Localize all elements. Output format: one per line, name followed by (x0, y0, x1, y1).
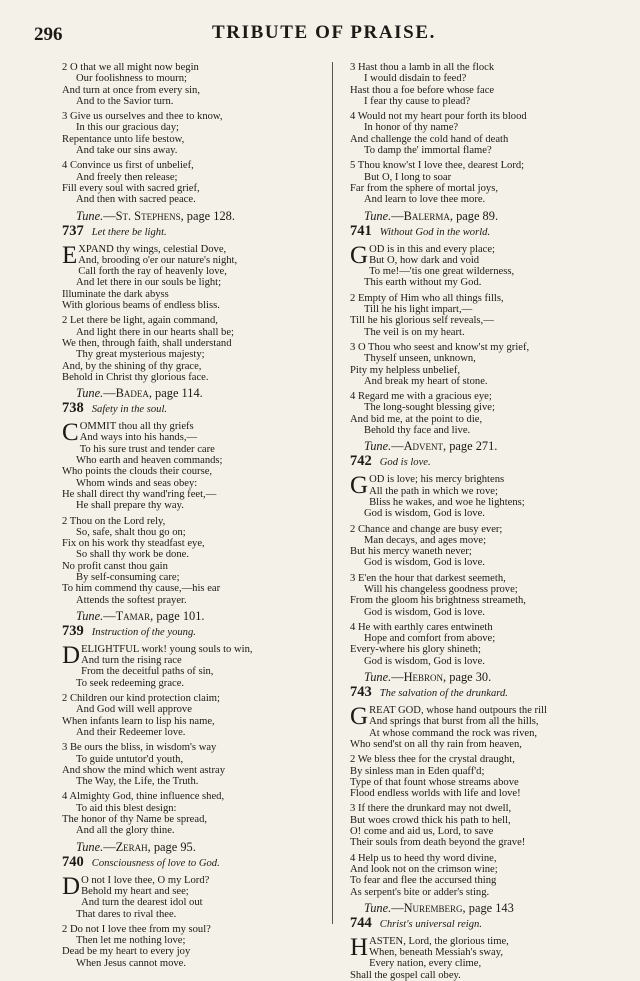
hymn-verse (62, 641, 324, 689)
verse-line: 2 Empty of Him who all things fills, (350, 292, 504, 304)
hymn-header (62, 855, 324, 871)
verse-line: To seek redeeming grace. (76, 677, 185, 689)
tune-name: —Zerah, (103, 839, 151, 854)
tune-label: Tune. (364, 208, 392, 223)
verse-line: 2 O that we all might now begin (62, 62, 199, 73)
verse-line: Bliss he wakes, and woe he lightens; (369, 496, 525, 508)
hymn-verse (62, 872, 324, 920)
verse-line: God is wisdom, God is love. (364, 655, 485, 667)
hymn (62, 224, 324, 384)
verse-line: Type of that fount whose streams above (350, 776, 519, 788)
verse-line: 4 Would not my heart pour forth its blood (350, 111, 527, 123)
verse-line: But his mercy waneth never; (350, 546, 472, 558)
verse-line: 2 Do not I love thee from my soul? (62, 923, 211, 935)
verse-line: Illuminate the dark abyss (62, 288, 169, 300)
verse-line: 3 Give us ourselves and thee to know, (62, 111, 223, 123)
hymn (350, 454, 608, 667)
verse-line: Hast thou a foe before whose face (350, 84, 495, 96)
hymn-subtitle: Instruction of the young. (91, 626, 196, 638)
tune-line (350, 901, 608, 915)
hymn-header (62, 224, 324, 240)
drop-cap: H (350, 933, 369, 961)
tune-page: page 101. (153, 608, 205, 623)
verse-line: God is wisdom, God is love. (364, 508, 485, 520)
verse-line (62, 644, 324, 655)
hymn-verse (62, 516, 324, 606)
verse-line: Call forth the ray of heavenly love, (78, 266, 227, 278)
first-line-rest: is love; his mercy brightens (384, 474, 505, 486)
verse-line: When, beneath Messiah's sway, (369, 947, 503, 959)
hymn-number: 742 (350, 453, 372, 470)
verse-line: Far from the sphere of mortal joys, (350, 182, 498, 194)
verse-line: By sinless man in Eden quaff'd; (350, 765, 485, 777)
verse-line: Fill every soul with sacred grief, (62, 182, 200, 194)
hymn-verse (350, 853, 608, 898)
verse-line: As serpent's bite or adder's sting. (350, 886, 490, 898)
verse-line: And freely then release; (76, 171, 178, 183)
first-line-rest: is in this and every place; (384, 243, 495, 255)
first-word: OD (369, 243, 385, 255)
verse-line: Repentance unto life bestow, (62, 133, 185, 145)
hymn-verse (62, 791, 324, 836)
verse-line: But O, I long to soar (364, 171, 452, 183)
drop-cap: E (62, 241, 78, 269)
hymn-verse (62, 315, 324, 383)
verse-line: 5 Thou know'st I love thee, dearest Lord; (350, 160, 525, 172)
verse-line: All the path in which we rove; (369, 485, 498, 497)
verse-line: To him commend thy cause,—his ear (62, 583, 221, 595)
verse-line: O! come and aid us, Lord, to save (350, 826, 494, 838)
verse-line: 4 He with earthly cares entwineth (350, 621, 493, 633)
verse-line (350, 244, 608, 255)
tune-label: Tune. (76, 208, 104, 223)
hymn (350, 916, 608, 981)
verse-line: Till he his light impart,— (364, 304, 473, 316)
first-line-rest: thy wings, celestial Dove, (113, 243, 227, 255)
verse-line: Fix on his work thy steadfast eye, (62, 538, 205, 550)
tune-page: page 271. (446, 439, 498, 454)
verse-line: Attends the softest prayer. (76, 594, 187, 606)
tune-label: Tune. (76, 386, 104, 401)
verse-line: The long-sought blessing give; (364, 402, 495, 414)
hymn-number: 738 (62, 400, 84, 417)
tune-label: Tune. (364, 670, 392, 685)
first-word: ELIGHTFUL (81, 643, 139, 655)
hymn-header (350, 224, 608, 240)
verse-line: And light there in our hearts shall be; (76, 326, 234, 338)
verse-line: And turn the dearest idol out (81, 897, 203, 909)
verse-line (62, 244, 324, 255)
first-word: O (81, 874, 89, 886)
verse-line: Thy great mysterious majesty; (76, 349, 205, 361)
verse-line: He shall prepare thy way. (76, 500, 184, 512)
verse-line: Pity my helpless unbelief, (350, 364, 461, 376)
tune-line (62, 386, 324, 400)
hymn (62, 855, 324, 969)
verse-line: No profit canst thou gain (62, 560, 168, 572)
verse-line: 4 Help us to heed thy word divine, (350, 852, 497, 864)
hymn (62, 624, 324, 837)
verse-line: So shall thy work be done. (76, 549, 189, 561)
hymn-number: 739 (62, 622, 84, 639)
hymn-verse (350, 573, 608, 618)
verse-line: When infants learn to lisp his name, (62, 715, 215, 727)
verse-line: When Jesus cannot move. (76, 957, 187, 969)
hymn-subtitle: The salvation of the drunkard. (379, 688, 508, 700)
verse-line: And their Redeemer love. (76, 726, 186, 738)
tune-label: Tune. (364, 439, 392, 454)
tune-page: page 30. (446, 670, 492, 685)
tune-line (350, 670, 608, 684)
hymn-verse (62, 742, 324, 787)
hymn-verse (62, 160, 324, 205)
verse-line: Dead be my heart to every joy (62, 946, 191, 958)
verse-line: And turn at once from every sin, (62, 84, 200, 96)
verse-line: 3 O Thou who seest and know'st my grief, (350, 341, 530, 353)
verse-line: And God will well approve (76, 704, 192, 716)
drop-cap: D (62, 641, 81, 669)
verse-line: And break my heart of stone. (364, 375, 488, 387)
drop-cap: C (62, 419, 79, 447)
hymn-subtitle: Let there be light. (91, 226, 167, 238)
hymn-verse (350, 62, 608, 107)
verse-line: I fear thy cause to plead? (364, 95, 471, 107)
tune-label: Tune. (76, 839, 104, 854)
tune-name: —Balerma, (391, 208, 453, 223)
verse-line: In this our gracious day; (76, 122, 179, 134)
first-line-rest: not I love thee, O my Lord? (88, 874, 210, 886)
verse-line: 2 We bless thee for the crystal draught, (350, 754, 515, 766)
hymn-verse (350, 160, 608, 205)
verse-line: Whom winds and seas obey: (76, 477, 198, 489)
verse-line: By self-consuming care; (76, 571, 180, 583)
verse-line: Then let me nothing love; (76, 935, 186, 947)
verse-line: And springs that burst from all the hills, (369, 716, 539, 728)
verse-line: Who send'st on all thy rain from heaven, (350, 738, 522, 750)
verse-line: From the gloom his brightness streameth, (350, 595, 526, 607)
verse-line: And let there in our souls be light; (76, 277, 222, 289)
hymn-subtitle: Consciousness of love to God. (91, 857, 220, 869)
verse-line: So, safe, shalt thou go on; (76, 526, 186, 538)
verse-line: And turn the rising race (81, 655, 182, 667)
hymn-number: 743 (350, 684, 372, 701)
verse-line: Every nation, every clime, (369, 958, 482, 970)
left-column (62, 62, 324, 969)
verse-line: 4 Regard me with a gracious eye; (350, 391, 492, 403)
tune-name: —Tamar, (103, 608, 154, 623)
verse-line: God is wisdom, God is love. (364, 557, 485, 569)
verse-line: And then with sacred peace. (76, 194, 196, 206)
verse-line: To me!—'tis one great wilderness, (369, 266, 515, 278)
tune-name: —St. Stephens, (103, 208, 184, 223)
verse-line: Man decays, and ages move; (364, 534, 487, 546)
verse-line: To aid this blest design: (76, 802, 177, 814)
first-word: OMMIT (79, 421, 116, 433)
hymn-verse (350, 754, 608, 799)
verse-line (350, 474, 608, 485)
verse-line: We then, through faith, shall understand (62, 337, 232, 349)
hymn-verse (350, 391, 608, 436)
hymn-verse (350, 474, 608, 519)
verse-line: Their souls from death beyond the grave! (350, 837, 526, 849)
hymn (62, 401, 324, 606)
verse-line (350, 936, 608, 947)
tune-page: page 143 (465, 900, 514, 915)
verse-line: God is wisdom, God is love. (364, 606, 485, 618)
hymn-verse (350, 622, 608, 667)
verse-line: To damp the' immortal flame? (364, 145, 492, 157)
first-word: OD (369, 474, 385, 486)
hymn (350, 224, 608, 437)
verse-line: Behold my heart and see; (81, 885, 189, 897)
verse-line: Behold in Christ thy glorious face. (62, 371, 209, 383)
hymn-verse (350, 524, 608, 569)
tune-name: —Hebron, (391, 670, 447, 685)
hymn-number: 741 (350, 222, 372, 239)
verse-line: Hope and comfort from above; (364, 633, 496, 645)
drop-cap: D (62, 872, 81, 900)
drop-cap: G (350, 703, 369, 731)
tune-line (62, 840, 324, 854)
verse-line: And, by the shining of thy grace, (62, 360, 202, 372)
verse-line: 3 Hast thou a lamb in all the flock (350, 62, 495, 73)
verse-line (350, 705, 608, 716)
verse-line: But O, how dark and void (369, 254, 480, 266)
hymn-verse (350, 111, 608, 156)
first-line-rest: , whose hand outpours the rill (420, 705, 547, 717)
hymn-verse (62, 693, 324, 738)
hymn-verse (350, 933, 608, 981)
verse-line: Shall the gospel call obey. (350, 969, 461, 981)
tune-page: page 128. (183, 208, 235, 223)
first-line-rest: work! young souls to win, (138, 643, 253, 655)
verse-line: Till he his glorious self reveals,— (350, 315, 494, 327)
hymn-subtitle: Christ's universal reign. (379, 918, 482, 930)
first-line-rest: , Lord, the glorious time, (403, 935, 509, 947)
verse-line: And challenge the cold hand of death (350, 133, 509, 145)
verse-line: 3 E'en the hour that darkest seemeth, (350, 572, 506, 584)
verse-line: Will his changeless goodness prove; (364, 583, 518, 595)
running-title: TRIBUTE OF PRAISE. (212, 22, 436, 43)
tune-page: page 95. (150, 839, 196, 854)
verse-line: In honor of thy name? (364, 122, 459, 134)
hymn-verse (350, 342, 608, 387)
verse-line: Flood endless worlds with life and love! (350, 788, 521, 800)
first-word: REAT GOD (369, 705, 421, 717)
verse-line: Behold thy face and live. (364, 425, 471, 437)
hymn-number: 744 (350, 914, 372, 931)
verse-line: But woes crowd thick his path to hell, (350, 814, 511, 826)
verse-line: The Way, the Life, the Truth. (76, 776, 199, 788)
verse-line: 4 Almighty God, thine influence shed, (62, 791, 225, 803)
verse-line: And, brooding o'er our nature's night, (78, 254, 238, 266)
verse-line: 2 Thou on the Lord rely, (62, 515, 166, 527)
tune-line (350, 439, 608, 453)
hymn-header (350, 916, 608, 932)
verse-line: And show the mind which went astray (62, 764, 225, 776)
verse-line: 2 Let there be light, again command, (62, 315, 218, 327)
verse-line: And all the glory thine. (76, 825, 175, 837)
hymn-verse (62, 421, 324, 511)
tune-line (62, 209, 324, 223)
verse-line: To his sure trust and tender care (79, 443, 215, 455)
hymn-number: 740 (62, 853, 84, 870)
verse-line: 2 Children our kind protection claim; (62, 693, 220, 705)
drop-cap: G (350, 472, 369, 500)
verse-line: Thyself unseen, unknown, (364, 353, 476, 365)
hymn-verse (62, 62, 324, 107)
verse-line: The honor of thy Name be spread, (62, 814, 208, 826)
hymn-number: 737 (62, 222, 84, 239)
hymn-verse (350, 705, 608, 750)
verse-line: And learn to love thee more. (364, 194, 486, 206)
verse-line: 3 Be ours the bliss, in wisdom's way (62, 742, 217, 754)
first-line-rest: thou all thy griefs (116, 421, 194, 433)
tune-page: page 114. (151, 386, 203, 401)
right-column (350, 62, 608, 981)
hymn-verse (350, 241, 608, 289)
verse-line: 2 Chance and change are busy ever; (350, 523, 503, 535)
hymn-verse (62, 111, 324, 156)
tune-page: page 89. (452, 208, 499, 223)
hymn-verse (62, 924, 324, 969)
verse-line: 3 If there the drunkard may not dwell, (350, 803, 512, 815)
hymn-subtitle: Without God in the world. (379, 226, 491, 238)
hymn-header (62, 401, 324, 417)
hymn-subtitle: God is love. (379, 457, 431, 469)
verse-line: To guide untutor'd youth, (76, 753, 184, 765)
verse-line: Every-where his glory shineth; (350, 644, 481, 656)
hymn-header (62, 624, 324, 640)
verse-line: To fear and flee the accursed thing (350, 875, 497, 887)
tune-line (62, 609, 324, 623)
hymn-verse (62, 241, 324, 312)
hymn-header (350, 454, 608, 470)
verse-line: Our foolishness to mourn; (76, 73, 187, 85)
verse-line: Who points the clouds their course, (62, 466, 213, 478)
drop-cap: G (350, 241, 369, 269)
verse-line (62, 421, 324, 432)
verse-line: 4 Convince us first of unbelief, (62, 160, 194, 172)
verse-line: And to the Savior turn. (76, 95, 174, 107)
tune-name: —Advent, (391, 439, 447, 454)
verse-line: This earth without my God. (364, 277, 482, 289)
verse-line: And bid me, at the point to die, (350, 413, 483, 425)
verse-line: And ways into his hands,— (79, 432, 198, 444)
first-word: ASTEN (369, 935, 404, 947)
verse-line: He shall direct thy wand'ring feet,— (62, 488, 217, 500)
hymn-verse (350, 293, 608, 338)
verse-line: The veil is on my heart. (364, 326, 465, 338)
first-word: XPAND (78, 243, 114, 255)
verse-line: And look not on the crimson wine; (350, 863, 498, 875)
verse-line: That dares to rival thee. (76, 908, 177, 920)
hymn-verse (350, 803, 608, 848)
tune-line (350, 209, 608, 223)
hymn (350, 685, 608, 898)
column-divider (332, 62, 333, 924)
verse-line: With glorious beams of endless bliss. (62, 300, 220, 312)
tune-name: —Nuremberg, (391, 900, 466, 915)
verse-line: I would disdain to feed? (364, 73, 467, 85)
tune-name: —Badea, (103, 386, 152, 401)
hymn-header (350, 685, 608, 701)
tune-label: Tune. (364, 900, 392, 915)
verse-line (62, 875, 324, 886)
page-number: 296 (34, 24, 63, 45)
verse-line: And take our sins away. (76, 145, 178, 157)
verse-line: Who earth and heaven commands; (76, 455, 223, 467)
verse-line: From the deceitful paths of sin, (81, 666, 214, 678)
hymn-subtitle: Safety in the soul. (91, 404, 168, 416)
verse-line: At whose command the rock was riven, (369, 727, 538, 739)
tune-label: Tune. (76, 608, 104, 623)
page-header (34, 20, 614, 50)
